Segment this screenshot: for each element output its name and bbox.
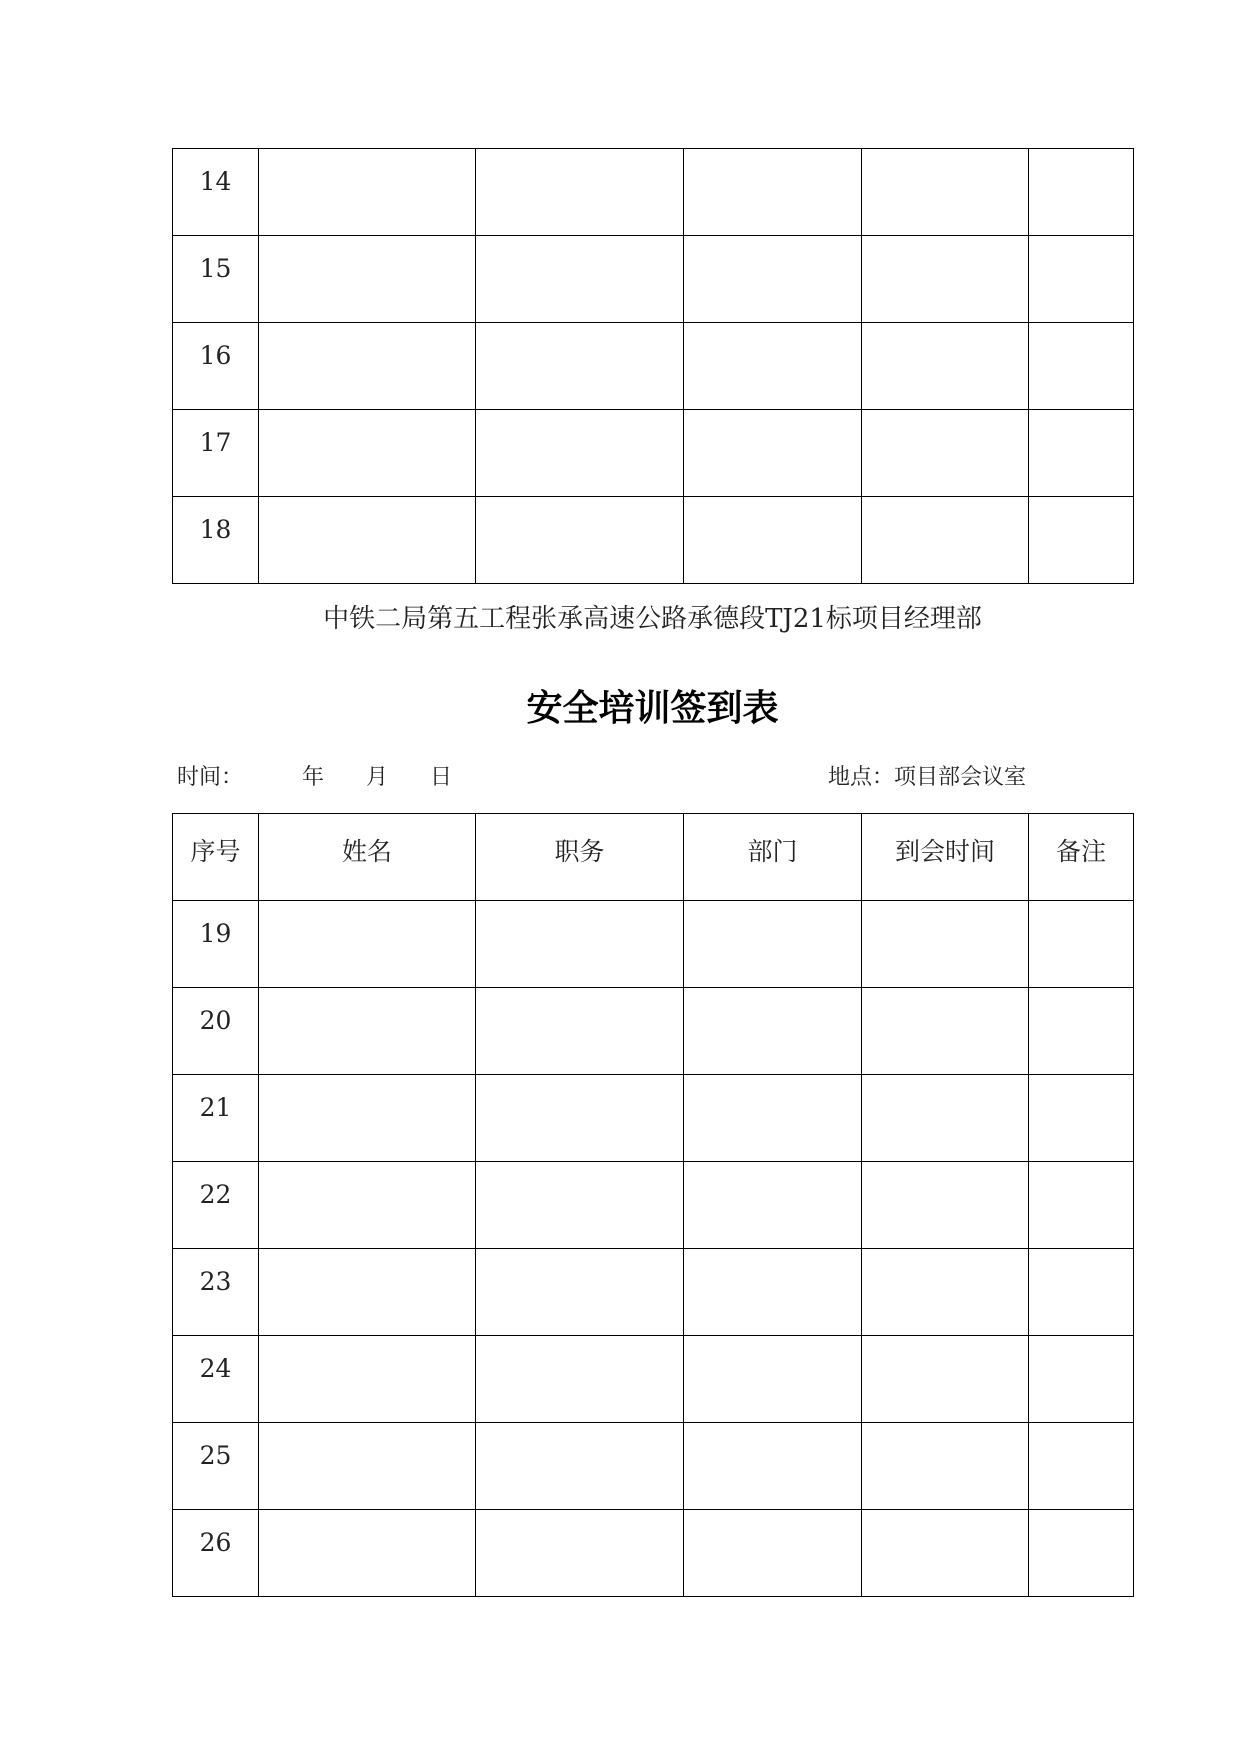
signin-cell[interactable] [476, 901, 684, 988]
signin-cell[interactable] [259, 988, 476, 1075]
table-row [173, 497, 1134, 584]
signin-cell[interactable] [476, 1423, 684, 1510]
row-number-cell [173, 497, 259, 584]
table-row [173, 1249, 1134, 1336]
signin-cell[interactable] [259, 1162, 476, 1249]
table-row [173, 1336, 1134, 1423]
signin-cell[interactable] [862, 988, 1029, 1075]
signin-cell[interactable] [476, 1336, 684, 1423]
location-label: 地点：项目部会议室 [828, 765, 1027, 790]
signin-cell[interactable] [862, 1423, 1029, 1510]
page-title: 安全培训签到表 [526, 687, 779, 729]
row-number-cell [173, 1249, 259, 1336]
signin-cell[interactable] [1029, 236, 1134, 323]
signin-cell[interactable] [862, 1336, 1029, 1423]
signin-cell[interactable] [259, 323, 476, 410]
signin-cell[interactable] [684, 901, 862, 988]
signin-cell[interactable] [476, 1075, 684, 1162]
signin-cell[interactable] [862, 1249, 1029, 1336]
row-number-cell [173, 1510, 259, 1597]
signin-cell[interactable] [1029, 323, 1134, 410]
signin-cell[interactable] [684, 1510, 862, 1597]
column-header-label: 序号 [190, 837, 241, 866]
signin-cell[interactable] [1029, 1336, 1134, 1423]
signin-cell[interactable] [476, 323, 684, 410]
signin-cell[interactable] [1029, 149, 1134, 236]
table-row [173, 988, 1134, 1075]
row-number-cell [173, 1336, 259, 1423]
column-header [173, 814, 259, 901]
table-row [173, 901, 1134, 988]
signin-cell[interactable] [476, 236, 684, 323]
signin-cell[interactable] [259, 1510, 476, 1597]
table-row [173, 1162, 1134, 1249]
row-number: 18 [199, 515, 232, 544]
row-number: 25 [199, 1441, 232, 1470]
row-number: 23 [199, 1267, 232, 1296]
signin-cell[interactable] [259, 901, 476, 988]
signin-cell[interactable] [1029, 1162, 1134, 1249]
column-header [259, 814, 476, 901]
signin-cell[interactable] [1029, 410, 1134, 497]
signin-table-continued [172, 148, 1134, 584]
signin-cell[interactable] [862, 410, 1029, 497]
column-header [1029, 814, 1134, 901]
day-label: 日 [430, 765, 453, 790]
column-header [862, 814, 1029, 901]
column-header-label: 姓名 [341, 837, 392, 866]
signin-cell[interactable] [862, 901, 1029, 988]
row-number: 21 [199, 1093, 232, 1122]
signin-cell[interactable] [476, 497, 684, 584]
signin-cell[interactable] [1029, 497, 1134, 584]
table-row [173, 236, 1134, 323]
table-row [173, 1423, 1134, 1510]
signin-cell[interactable] [259, 1249, 476, 1336]
signin-cell[interactable] [1029, 988, 1134, 1075]
signin-cell[interactable] [862, 323, 1029, 410]
row-number-cell [173, 149, 259, 236]
year-label: 年 [302, 765, 325, 790]
row-number-cell [173, 1423, 259, 1510]
column-header-label: 到会时间 [894, 837, 995, 866]
row-number-cell [173, 410, 259, 497]
signin-cell[interactable] [684, 1336, 862, 1423]
signin-table [172, 813, 1134, 1597]
signin-cell[interactable] [684, 149, 862, 236]
signin-cell[interactable] [684, 323, 862, 410]
row-number-cell [173, 988, 259, 1075]
table-row [173, 149, 1134, 236]
signin-cell[interactable] [259, 497, 476, 584]
signin-cell[interactable] [259, 1075, 476, 1162]
organization-footer: 中铁二局第五工程张承高速公路承德段TJ21标项目经理部 [323, 604, 982, 634]
row-number: 17 [199, 428, 232, 457]
row-number: 20 [199, 1006, 232, 1035]
signin-cell[interactable] [684, 988, 862, 1075]
signin-cell[interactable] [862, 1510, 1029, 1597]
signin-cell[interactable] [1029, 1423, 1134, 1510]
signin-cell[interactable] [862, 497, 1029, 584]
row-number-cell [173, 901, 259, 988]
signin-cell[interactable] [476, 1510, 684, 1597]
row-number-cell [173, 1162, 259, 1249]
row-number: 14 [199, 167, 232, 196]
column-header [476, 814, 684, 901]
signin-cell[interactable] [684, 1162, 862, 1249]
signin-cell[interactable] [684, 236, 862, 323]
column-header-label: 备注 [1055, 837, 1106, 866]
signin-cell[interactable] [862, 1075, 1029, 1162]
signin-cell[interactable] [476, 1249, 684, 1336]
table-row [173, 1510, 1134, 1597]
signin-cell[interactable] [684, 410, 862, 497]
signin-cell[interactable] [1029, 1249, 1134, 1336]
row-number-cell [173, 323, 259, 410]
signin-cell[interactable] [476, 410, 684, 497]
signin-cell[interactable] [259, 236, 476, 323]
signin-cell[interactable] [1029, 1510, 1134, 1597]
table-row [173, 410, 1134, 497]
table-row [173, 1075, 1134, 1162]
row-number-cell [173, 236, 259, 323]
signin-cell[interactable] [476, 149, 684, 236]
table-row [173, 323, 1134, 410]
signin-cell[interactable] [684, 1075, 862, 1162]
signin-cell[interactable] [259, 1423, 476, 1510]
signin-cell[interactable] [684, 1249, 862, 1336]
row-number: 16 [199, 341, 232, 370]
signin-cell[interactable] [1029, 1075, 1134, 1162]
row-number: 24 [199, 1354, 232, 1383]
table-header-row [173, 814, 1134, 901]
row-number: 22 [199, 1180, 232, 1209]
row-number: 15 [199, 254, 232, 283]
signin-cell[interactable] [259, 1336, 476, 1423]
signin-cell[interactable] [476, 988, 684, 1075]
signin-cell[interactable] [684, 1423, 862, 1510]
column-header-label: 职务 [554, 837, 605, 866]
signin-cell[interactable] [862, 1162, 1029, 1249]
month-label: 月 [366, 765, 389, 790]
signin-cell[interactable] [684, 497, 862, 584]
row-number-cell [173, 1075, 259, 1162]
column-header [684, 814, 862, 901]
signin-cell[interactable] [259, 149, 476, 236]
time-label: 时间： [177, 765, 244, 790]
signin-cell[interactable] [259, 410, 476, 497]
row-number: 19 [199, 919, 232, 948]
signin-cell[interactable] [862, 149, 1029, 236]
signin-cell[interactable] [476, 1162, 684, 1249]
row-number: 26 [199, 1528, 232, 1557]
column-header-label: 部门 [747, 837, 798, 866]
signin-cell[interactable] [1029, 901, 1134, 988]
signin-cell[interactable] [862, 236, 1029, 323]
